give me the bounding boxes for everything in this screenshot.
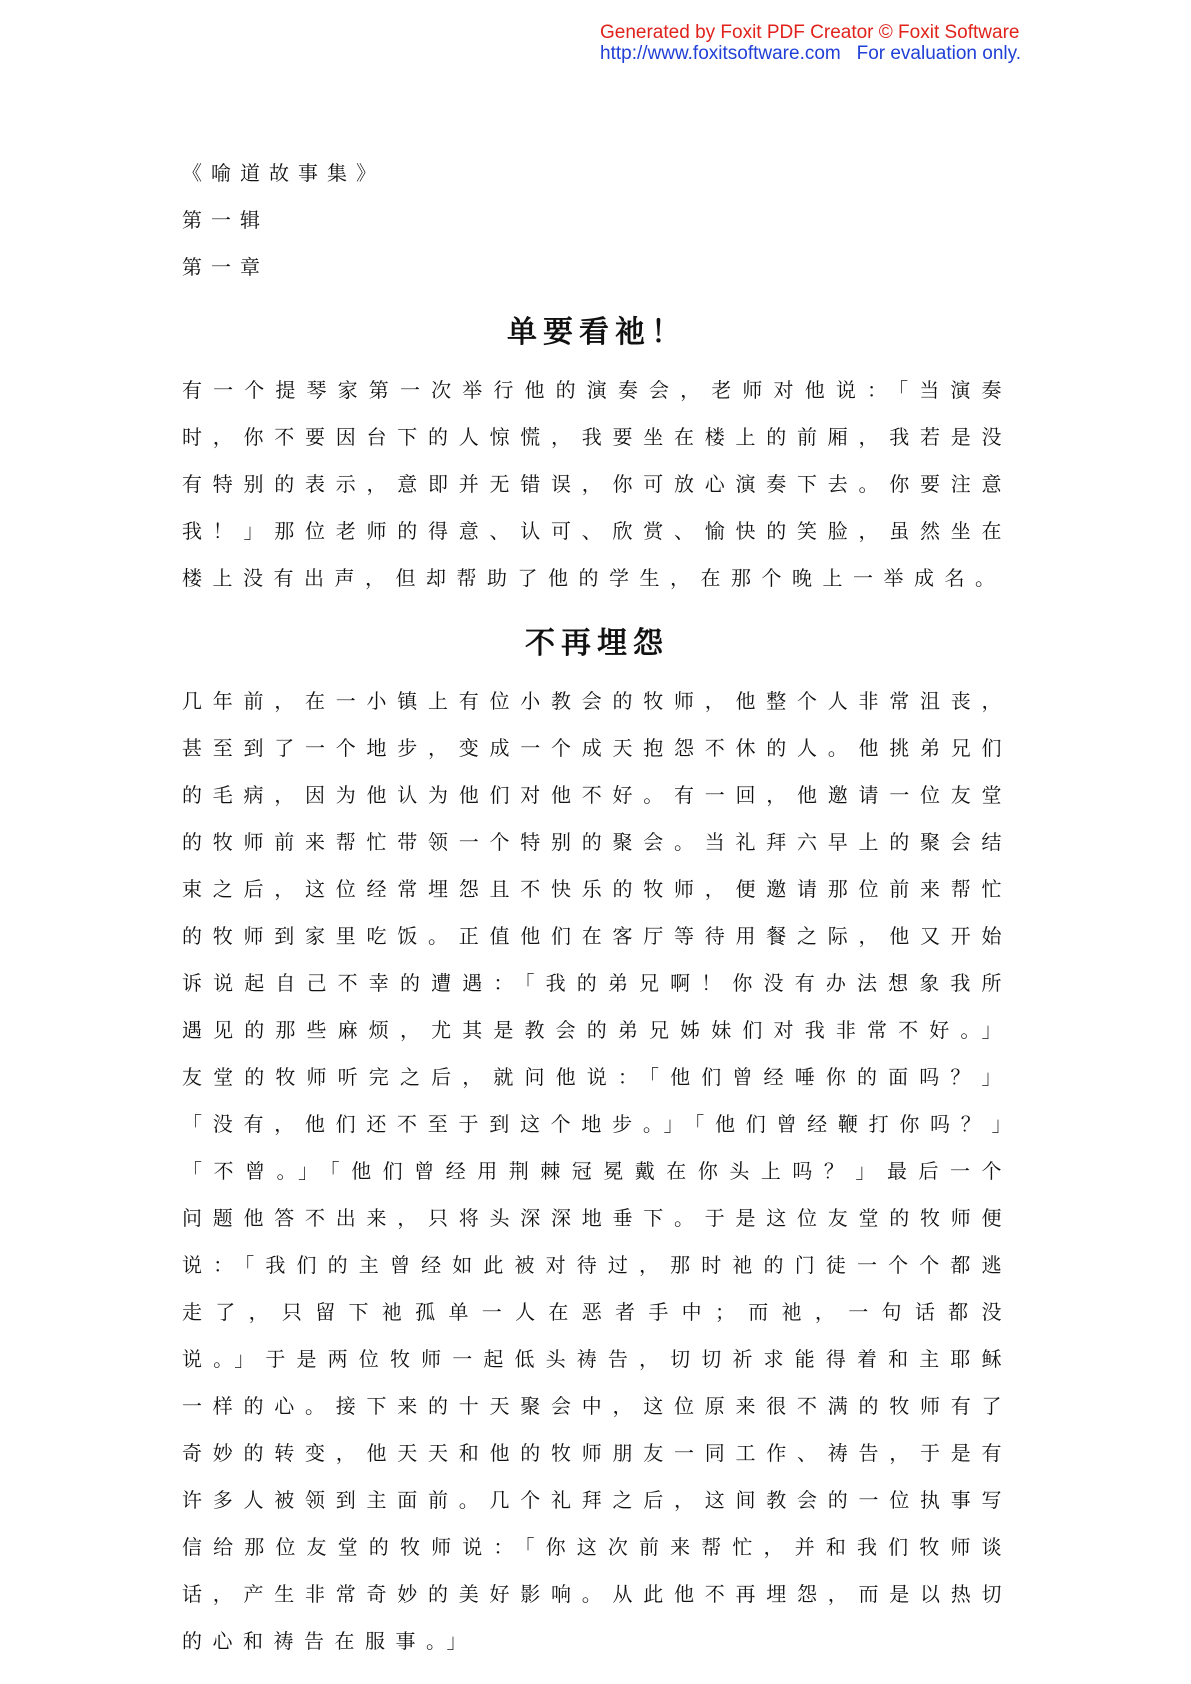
story-body: 几年前，在一小镇上有位小教会的牧师，他整个人非常沮丧，甚至到了一个地步，变成一个成天抱怨不休的人。他挑弟兄们的毛病，因为他认为他们对他不好。有一回，他邀请一位友堂的牧师前来帮忙带领一个特别的聚会。当礼拜六早上的聚会结束之后，这位经常埋怨且不快乐的牧师，便邀请那位前来帮忙的牧师到家里吃饭。正值他们在客厅等待用餐之际，他又开始诉说起自己不幸的遭遇：「我的弟兄啊！你没有办法想象我所遇见的那些麻烦，尤其是教会的弟兄姊妹们对我非常不好。」友堂的牧师听完之后，就问他说：「他们曾经唾你的面吗？」「没有，他们还不至于到这个地步。」「他们曾经鞭打你吗？」「不曾。」「他们曾经用荆棘冠冕戴在你头上吗？」最后一个问题他答不出来，只将头深深地垂下。于是这位友堂的牧师便说：「我们的主曾经如此被对待过，那时祂的门徒一个个都逃走了，只留下祂孤单一人在恶者手中；而祂，一句话都没说。」于是两位牧师一起低头祷告，切切祈求能得着和主耶稣一样的心。接下来的十天聚会中，这位原来很不满的牧师有了奇妙的转变，他天天和他的牧师朋友一同工作、祷告，于是有许多人被领到主面前。几个礼拜之后，这间教会的一位执事写信给那位友堂的牧师说：「你这次前来帮忙，并和我们牧师谈话，产生非常奇妙的美好影响。从此他不再埋怨，而是以热切的心和祷告在服事。」 [182,689,1012,1653]
volume-label: 第一辑 [182,208,269,232]
foxit-watermark [600,22,1160,64]
book-title: 《喻道故事集》 [182,161,385,185]
watermark-creator-line: Generated by Foxit PDF Creator © Foxit Software [600,22,1020,43]
story-title: 单要看祂！ [507,315,687,350]
chapter-label: 第一章 [182,255,269,279]
story-body: 有一个提琴家第一次举行他的演奏会，老师对他说：「当演奏时，你不要因台下的人惊慌，我要坐在楼上的前厢，我若是没有特别的表示，意即并无错误，你可放心演奏下去。你要注意我！」那位老师的得意、认可、欣赏、愉快的笑脸，虽然坐在楼上没有出声，但却帮助了他的学生，在那个晚上一举成名。 [182,378,1012,590]
story-title: 不再埋怨 [525,626,669,661]
watermark-url-line: http://www.foxitsoftware.com For evaluation only. [600,43,1021,64]
story-section-2 [182,624,1012,1665]
document-page [182,150,1012,1665]
story-section-1 [182,313,1012,602]
